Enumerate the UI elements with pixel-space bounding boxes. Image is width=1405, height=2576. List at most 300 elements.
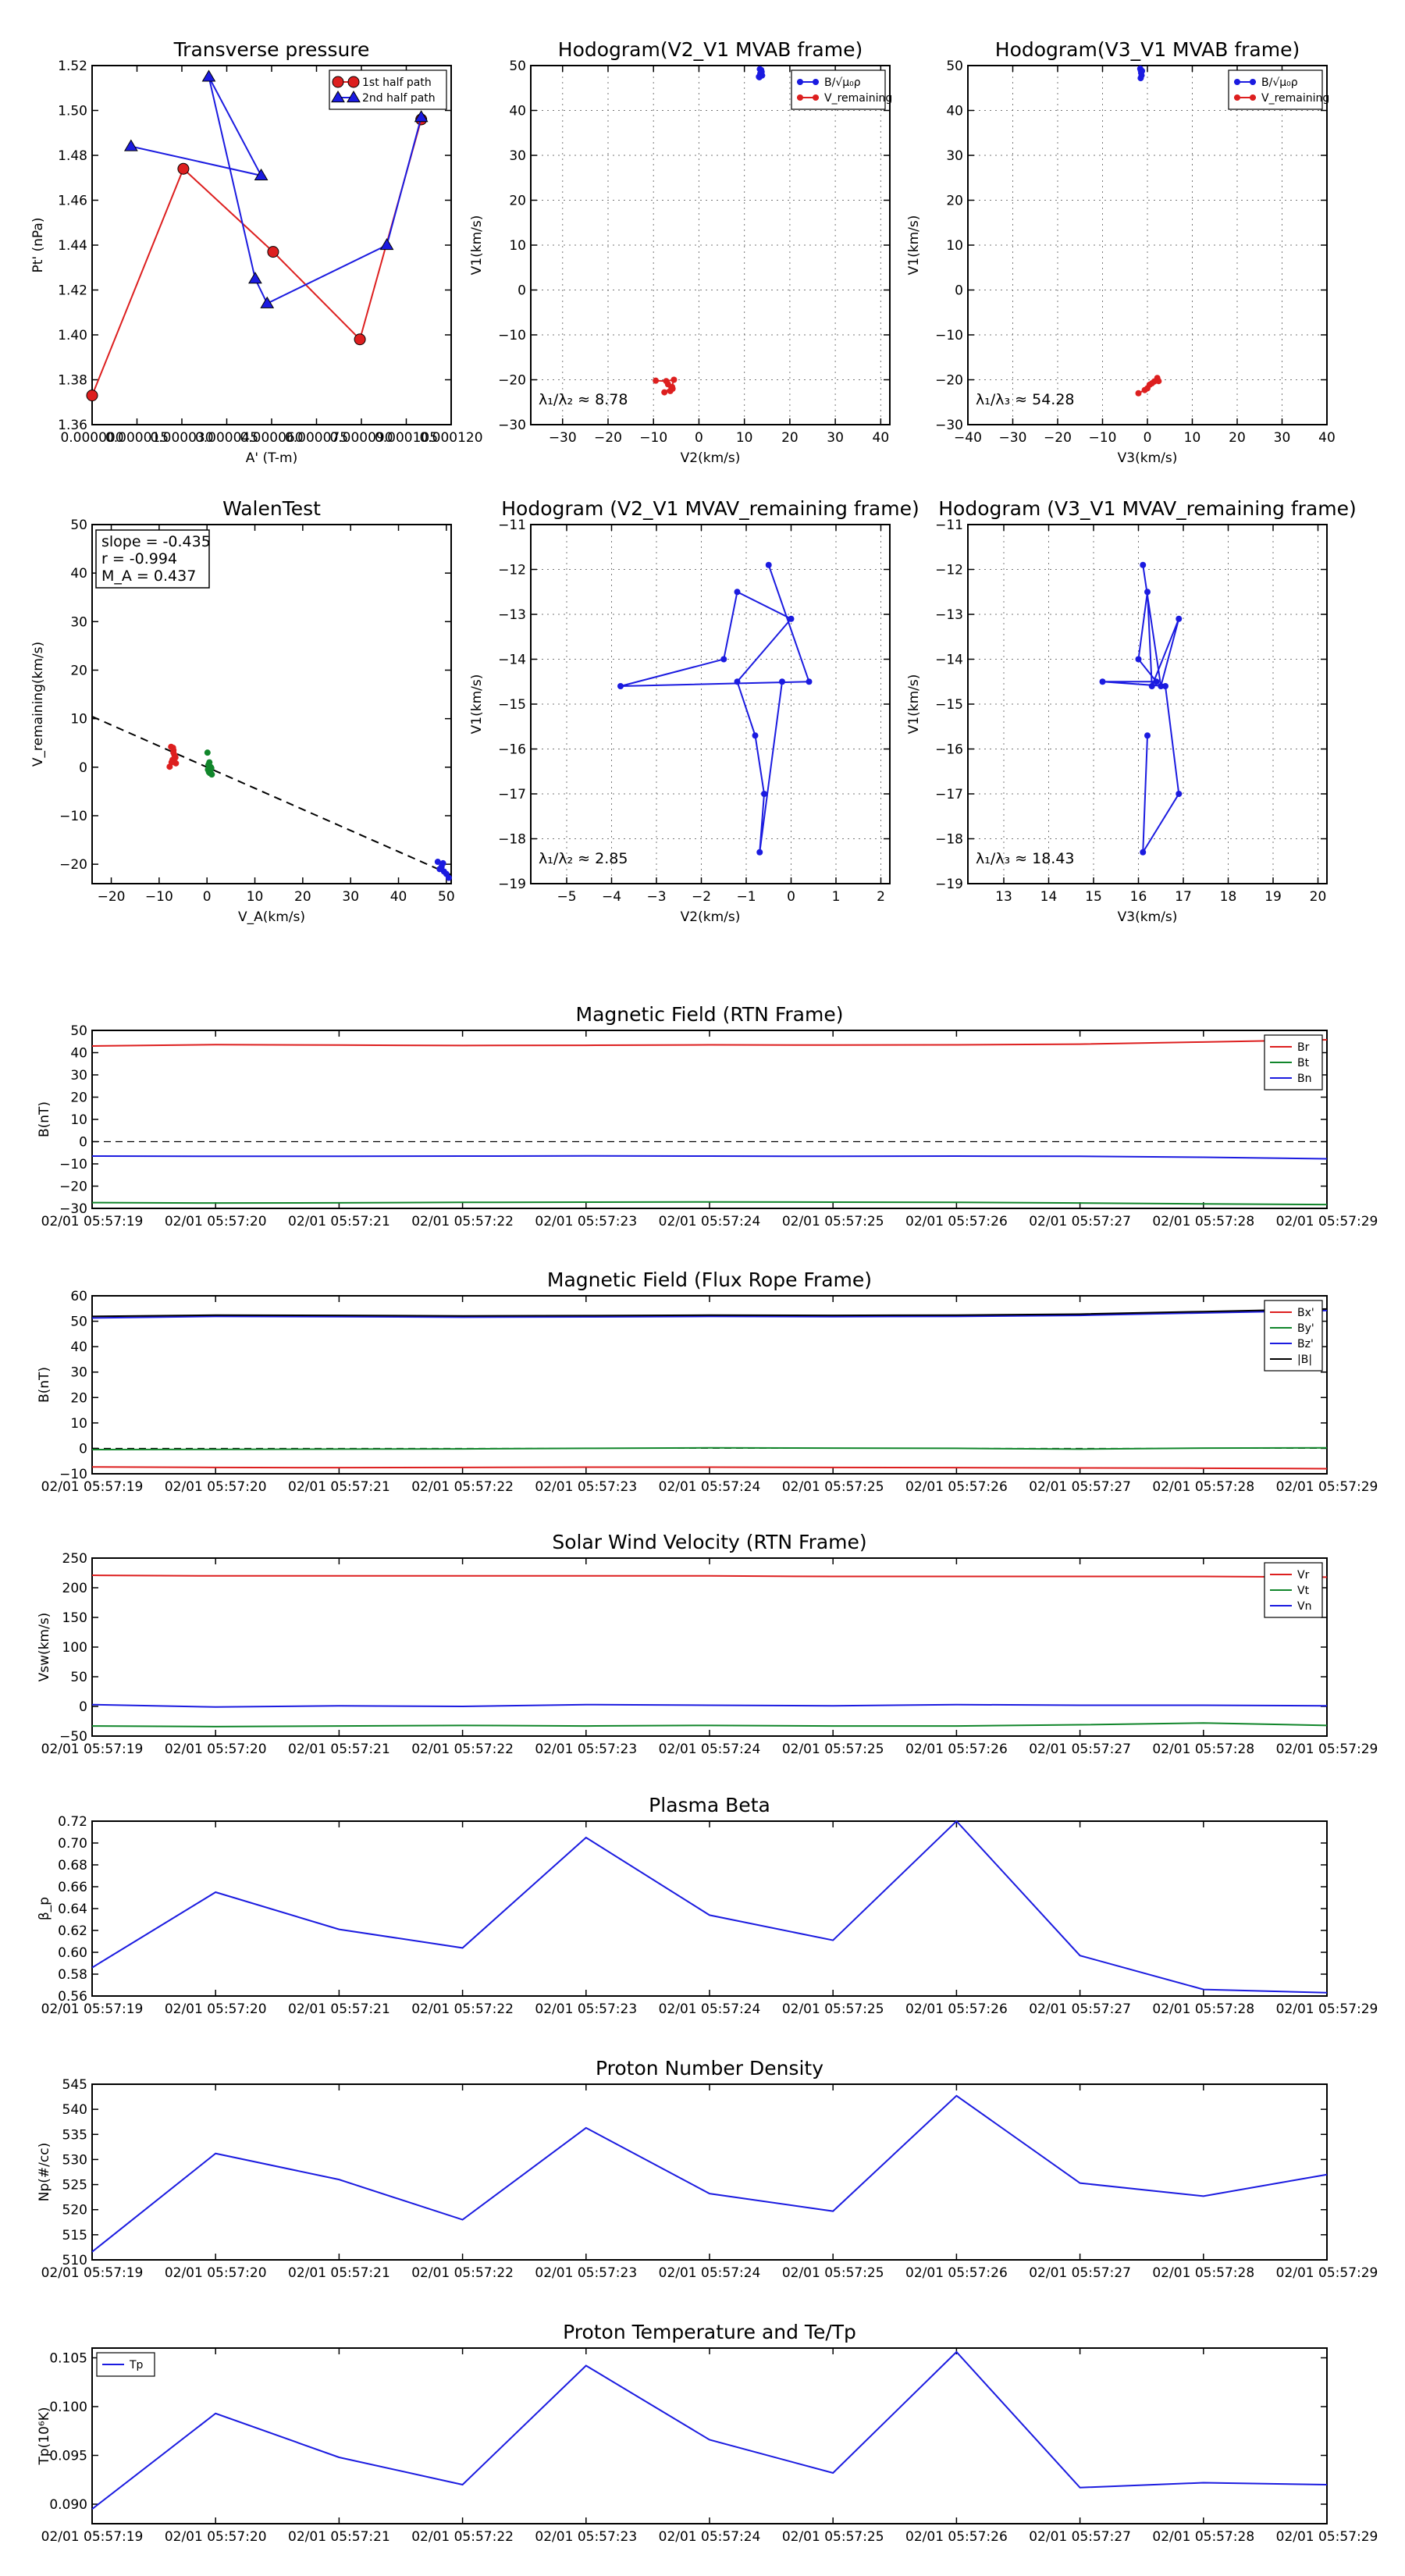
y-tick-label: 1.42 [58,283,87,299]
data-point [1136,390,1142,397]
y-tick-label: 0.60 [58,1945,87,1961]
x-tick-label: 40 [872,430,890,446]
stats-line: M_A = 0.437 [101,568,197,585]
series-Br [92,1040,1327,1046]
x-tick-label: 02/01 05:57:25 [781,2001,884,2017]
series-By' [92,1448,1327,1450]
series-path [1100,562,1183,856]
y-tick-label: 100 [62,1640,87,1656]
y-tick-label: 250 [62,1551,87,1567]
data-point [1176,791,1182,797]
x-tick-label: 02/01 05:57:19 [41,1214,144,1229]
series-line [92,1309,1327,1316]
data-point [1176,616,1182,622]
x-tick-label: 20 [1229,430,1246,446]
series-line [621,565,809,852]
y-tick-label: 50 [946,59,963,74]
plot-frame [968,525,1327,884]
chart-proton-temperature [37,2321,1378,2545]
y-tick-label: −10 [59,1467,87,1482]
x-tick-label: −20 [1044,430,1072,446]
y-tick-label: 520 [62,2202,87,2218]
data-point [1100,678,1106,685]
data-point [752,732,759,738]
series-line [1103,565,1179,852]
y-tick-label: −30 [498,418,526,433]
ratio-annotation: λ₁/λ₂ ≈ 2.85 [539,850,628,867]
data-point [170,745,176,751]
y-axis-label: V1(km/s) [469,674,485,735]
x-tick-label: 50 [438,889,455,905]
x-axis-label: A' (T-m) [245,450,298,466]
x-tick-label: 0.000060 [240,430,304,446]
x-tick-label: 02/01 05:57:26 [905,2265,1008,2281]
x-tick-label: 02/01 05:57:23 [535,2529,638,2545]
data-point [1155,378,1161,384]
x-tick-label: 02/01 05:57:29 [1275,2001,1378,2017]
data-point [1140,849,1146,856]
y-tick-label: 30 [509,148,526,164]
data-point [1149,683,1155,689]
y-axis-label: Np(#/cc) [37,2142,52,2202]
x-tick-label: 02/01 05:57:26 [905,1742,1008,1757]
series-red group [166,744,179,770]
data-point [617,683,624,689]
data-point [756,849,763,856]
y-tick-label: 1.52 [58,59,87,74]
x-tick-label: 40 [1318,430,1336,446]
data-point [670,386,676,392]
x-tick-label: 1 [831,889,841,905]
series-|B| [92,1309,1327,1316]
y-tick-label: 40 [70,1045,87,1062]
chart-proton-number-density [37,2057,1378,2281]
y-tick-label: 150 [62,1610,87,1626]
x-tick-label: 02/01 05:57:22 [411,1214,514,1229]
chart-transverse-pressure [30,38,483,466]
x-tick-label: 02/01 05:57:20 [164,2001,267,2017]
x-tick-label: 02/01 05:57:21 [288,1214,390,1229]
data-point [661,390,667,396]
y-tick-label: 40 [509,103,526,119]
legend-label: B/√μ₀ρ [1261,76,1298,89]
data-point [806,678,813,685]
y-axis-label: V_remaining(km/s) [30,641,46,767]
x-tick-label: 02/01 05:57:20 [164,2265,267,2281]
x-tick-label: 02/01 05:57:23 [535,1742,638,1757]
y-tick-label: 10 [70,1415,87,1432]
y-axis-label: β_p [37,1896,52,1921]
plot-frame [92,66,451,425]
data-point [1137,67,1144,73]
legend [791,70,892,109]
x-tick-label: 0.000075 [284,430,349,446]
x-axis-label: V_A(km/s) [237,909,306,925]
y-tick-label: −13 [498,607,526,623]
legend-marker [1250,94,1256,101]
data-point [788,616,795,622]
x-tick-label: −4 [601,889,622,905]
x-tick-label: 2 [877,889,885,905]
legend-label: 1st half path [362,76,432,89]
y-tick-label: −16 [935,742,963,758]
x-tick-label: 02/01 05:57:22 [411,2265,514,2281]
y-tick-label: −20 [59,1179,87,1195]
y-tick-label: 1.48 [58,148,87,164]
series-B/√μ₀ρ [756,66,765,80]
x-tick-label: 02/01 05:57:21 [288,1479,390,1495]
legend-label: Bz' [1297,1338,1314,1350]
y-tick-label: −17 [935,787,963,802]
series-B/√μ₀ρ [1137,66,1145,81]
legend-marker [797,79,803,85]
x-tick-label: 14 [1040,889,1058,905]
legend-marker [1234,79,1240,85]
x-tick-label: 10 [1183,430,1201,446]
legend-label: By' [1297,1322,1314,1335]
x-tick-label: 0 [1143,430,1152,446]
series-Np [92,2096,1327,2252]
data-point [435,859,441,865]
y-tick-label: −18 [935,831,963,848]
x-tick-label: 02/01 05:57:29 [1275,1479,1378,1495]
x-tick-label: 02/01 05:57:24 [658,1214,761,1229]
legend-marker [333,76,343,87]
series-line [92,2352,1327,2509]
data-point [87,390,98,401]
y-tick-label: −10 [59,1157,87,1172]
series-green group [205,749,215,777]
x-tick-label: 02/01 05:57:21 [288,2001,390,2017]
data-point [203,70,215,81]
y-tick-label: 0.58 [58,1967,87,1983]
x-tick-label: 02/01 05:57:29 [1275,2265,1378,2281]
y-tick-label: 30 [946,148,963,164]
chart-title: Hodogram (V3_V1 MVAV_remaining frame) [938,497,1357,520]
stats-line: slope = -0.435 [101,533,211,550]
legend-marker [813,94,819,101]
y-tick-label: 540 [62,2102,87,2119]
y-tick-label: 40 [70,1340,87,1356]
x-tick-label: 02/01 05:57:21 [288,1742,390,1757]
y-tick-label: −19 [935,877,963,892]
legend-label: V_remaining [824,92,893,105]
data-point [756,74,763,80]
x-tick-label: 02/01 05:57:24 [658,1479,761,1495]
data-point [735,678,741,685]
legend-marker [797,94,803,101]
chart-magnetic-field-rtn [37,1003,1378,1229]
y-axis-label: V1(km/s) [906,215,922,276]
data-point [438,865,444,871]
y-tick-label: 0.62 [58,1923,87,1939]
data-point [178,163,189,174]
x-tick-label: 02/01 05:57:26 [905,1214,1008,1229]
series-Tp [92,2352,1327,2509]
y-tick-label: −10 [935,328,963,343]
y-tick-label: 30 [70,614,87,631]
x-tick-label: 02/01 05:57:29 [1275,1742,1378,1757]
x-tick-label: 02/01 05:57:28 [1152,2265,1255,2281]
x-tick-label: 13 [995,889,1012,905]
y-tick-label: −13 [935,607,963,623]
y-tick-label: 1.36 [58,418,87,433]
x-tick-label: 02/01 05:57:19 [41,1742,144,1757]
x-tick-label: 0.000090 [329,430,393,446]
x-axis-label: V3(km/s) [1117,450,1178,466]
y-tick-label: 20 [70,1090,87,1106]
x-tick-label: −20 [594,430,622,446]
data-point [653,378,659,384]
series-blue group [435,859,452,881]
y-axis-label: B(nT) [37,1366,52,1404]
data-point [1162,683,1168,689]
x-tick-label: 02/01 05:57:20 [164,1479,267,1495]
y-tick-label: 0.66 [58,1880,87,1895]
plot-frame [968,66,1330,425]
y-tick-label: −20 [935,372,963,389]
x-tick-label: 02/01 05:57:26 [905,1479,1008,1495]
y-tick-label: 510 [62,2253,87,2268]
plot-frame [531,66,893,425]
x-tick-label: 02/01 05:57:21 [288,2265,390,2281]
data-point [125,141,137,151]
y-tick-label: 0.56 [58,1989,87,2005]
y-tick-label: 0 [79,1699,87,1715]
y-tick-label: 1.44 [58,238,87,254]
series-path [617,562,813,856]
data-point [720,656,727,663]
y-tick-label: 50 [509,59,526,74]
x-tick-label: 02/01 05:57:27 [1029,1479,1131,1495]
data-point [1144,589,1151,595]
y-tick-label: 10 [946,238,963,254]
legend [329,70,446,109]
stats-line: r = -0.994 [101,550,178,568]
ratio-annotation: λ₁/λ₃ ≈ 54.28 [976,391,1075,408]
x-axis-label: V2(km/s) [680,909,741,925]
legend [1264,1563,1322,1617]
x-tick-label: 10 [246,889,264,905]
x-tick-label: 02/01 05:57:19 [41,1479,144,1495]
y-tick-label: 40 [946,103,963,119]
x-tick-label: 18 [1219,889,1237,905]
plot-frame [92,1558,1327,1736]
x-tick-label: 02/01 05:57:28 [1152,1479,1255,1495]
y-tick-label: −14 [935,652,963,668]
chart-hodogram-v3-v1-mvab [906,38,1336,466]
x-tick-label: 20 [781,430,799,446]
legend-label: Tp [130,2359,144,2371]
y-axis-label: Pt' (nPa) [30,217,46,273]
y-tick-label: −15 [498,697,526,713]
chart-title: Magnetic Field (Flux Rope Frame) [546,1268,873,1291]
y-tick-label: 10 [70,711,87,728]
data-point [268,247,279,258]
legend-marker [813,79,819,85]
y-tick-label: 40 [70,566,87,582]
y-tick-label: 0.090 [49,2497,87,2513]
series-V_remaining [653,377,677,396]
chart-magnetic-field-flux-rope [37,1268,1378,1495]
x-tick-label: 02/01 05:57:27 [1029,2529,1131,2545]
y-tick-label: −11 [498,518,526,533]
y-tick-label: 1.40 [58,328,87,343]
y-tick-label: −16 [498,742,526,758]
data-point [1154,678,1160,685]
y-tick-label: 0.70 [58,1836,87,1852]
data-point [205,749,211,756]
legend [1264,1035,1322,1090]
plot-frame [531,525,890,884]
data-point [1136,656,1142,663]
x-tick-label: 02/01 05:57:29 [1275,2529,1378,2545]
x-tick-label: 02/01 05:57:27 [1029,1742,1131,1757]
y-axis-label: B(nT) [37,1101,52,1138]
x-tick-label: −30 [548,430,577,446]
y-tick-label: 50 [70,1314,87,1330]
chart-title: Hodogram(V3_V1 MVAB frame) [994,38,1300,61]
data-point [670,377,677,383]
y-tick-label: 0.100 [49,2400,87,2415]
series-line [92,119,422,396]
x-tick-label: 02/01 05:57:25 [781,2529,884,2545]
x-tick-label: 02/01 05:57:27 [1029,1214,1131,1229]
x-tick-label: 02/01 05:57:20 [164,2529,267,2545]
chart-title: Proton Number Density [596,2057,823,2080]
y-tick-label: −11 [935,518,963,533]
x-tick-label: 17 [1175,889,1192,905]
series-Vt [92,1723,1327,1727]
x-tick-label: −2 [691,889,712,905]
x-tick-label: 02/01 05:57:19 [41,2265,144,2281]
y-tick-label: 0 [79,1441,87,1457]
y-axis-label: V1(km/s) [469,215,485,276]
legend-label: Bt [1297,1057,1310,1069]
legend-label: |B| [1297,1354,1313,1366]
y-tick-label: −10 [498,328,526,343]
x-tick-label: 02/01 05:57:23 [535,1214,638,1229]
data-point [766,562,772,568]
series-line [92,1448,1327,1450]
legend-label: 2nd half path [362,92,436,105]
x-tick-label: −20 [97,889,126,905]
chart-title: Magnetic Field (RTN Frame) [575,1003,844,1026]
chart-hodogram-v3-v1-mvav [906,497,1357,925]
data-point [173,754,179,760]
x-tick-label: 0.000120 [419,430,483,446]
plot-frame [92,2084,1327,2260]
x-tick-label: 02/01 05:57:23 [535,2265,638,2281]
data-point [261,297,273,308]
y-tick-label: −10 [59,808,87,824]
x-tick-label: 02/01 05:57:25 [781,1214,884,1229]
data-point [169,760,175,766]
x-tick-label: 0.000030 [150,430,214,446]
y-tick-label: 10 [509,238,526,254]
data-point [1144,732,1151,738]
x-tick-label: 02/01 05:57:23 [535,2001,638,2017]
x-tick-label: −10 [1088,430,1117,446]
y-tick-label: 10 [70,1112,87,1128]
x-tick-label: 02/01 05:57:22 [411,2529,514,2545]
x-tick-label: 02/01 05:57:24 [658,1742,761,1757]
series-V_remaining [1136,375,1162,397]
data-point [381,239,393,250]
x-tick-label: 0.000015 [105,430,169,446]
chart-walen-test [30,497,455,925]
x-tick-label: 02/01 05:57:22 [411,1479,514,1495]
y-axis-label: V1(km/s) [906,674,922,735]
data-point [446,875,452,881]
x-tick-label: 02/01 05:57:25 [781,2265,884,2281]
x-tick-label: 02/01 05:57:26 [905,2001,1008,2017]
legend-label: Bn [1297,1073,1312,1085]
plot-frame [92,1030,1327,1208]
x-tick-label: 02/01 05:57:28 [1152,1742,1255,1757]
y-tick-label: −14 [498,652,526,668]
series-line [92,1705,1327,1707]
series-beta [92,1821,1327,1993]
y-tick-label: 1.38 [58,372,87,389]
x-tick-label: 30 [1273,430,1291,446]
series-line [92,1723,1327,1727]
legend-label: Vr [1297,1569,1310,1582]
x-tick-label: 02/01 05:57:22 [411,1742,514,1757]
y-axis-label: Tp(10⁶K) [37,2407,52,2465]
x-tick-label: 0.000045 [194,430,259,446]
x-tick-label: 15 [1085,889,1102,905]
y-tick-label: 30 [70,1364,87,1381]
legend [1264,1300,1322,1371]
x-tick-label: −10 [639,430,668,446]
x-tick-label: 30 [342,889,360,905]
x-tick-label: 02/01 05:57:20 [164,1214,267,1229]
x-axis-label: V2(km/s) [680,450,741,466]
chart-title: Hodogram (V2_V1 MVAV_remaining frame) [501,497,919,520]
x-tick-label: 02/01 05:57:27 [1029,2001,1131,2017]
x-tick-label: 02/01 05:57:27 [1029,2265,1131,2281]
ratio-annotation: λ₁/λ₂ ≈ 8.78 [539,391,628,408]
y-tick-label: −19 [498,877,526,892]
y-tick-label: 515 [62,2227,87,2243]
series-line [92,2096,1327,2252]
x-tick-label: 02/01 05:57:29 [1275,1214,1378,1229]
x-tick-label: −1 [736,889,756,905]
series-1st half path [87,114,427,401]
y-tick-label: 0.105 [49,2350,87,2367]
y-tick-label: 30 [70,1068,87,1083]
x-tick-label: 0.000105 [374,430,439,446]
x-axis-label: V3(km/s) [1117,909,1178,925]
x-tick-label: 30 [827,430,844,446]
data-point [779,678,785,685]
y-tick-label: 525 [62,2177,87,2194]
y-tick-label: 50 [70,1023,87,1039]
y-tick-label: 535 [62,2127,87,2144]
x-tick-label: 19 [1264,889,1282,905]
series-line [92,1575,1327,1577]
y-axis-label: Vsw(km/s) [37,1612,52,1682]
y-tick-label: 0.68 [58,1858,87,1873]
chart-solar-wind-velocity [37,1531,1378,1757]
y-tick-label: 60 [70,1289,87,1304]
y-tick-label: 0.64 [58,1902,87,1917]
y-tick-label: 1.46 [58,193,87,209]
x-tick-label: −30 [998,430,1027,446]
y-tick-label: −50 [59,1729,87,1745]
y-tick-label: −12 [935,562,963,578]
